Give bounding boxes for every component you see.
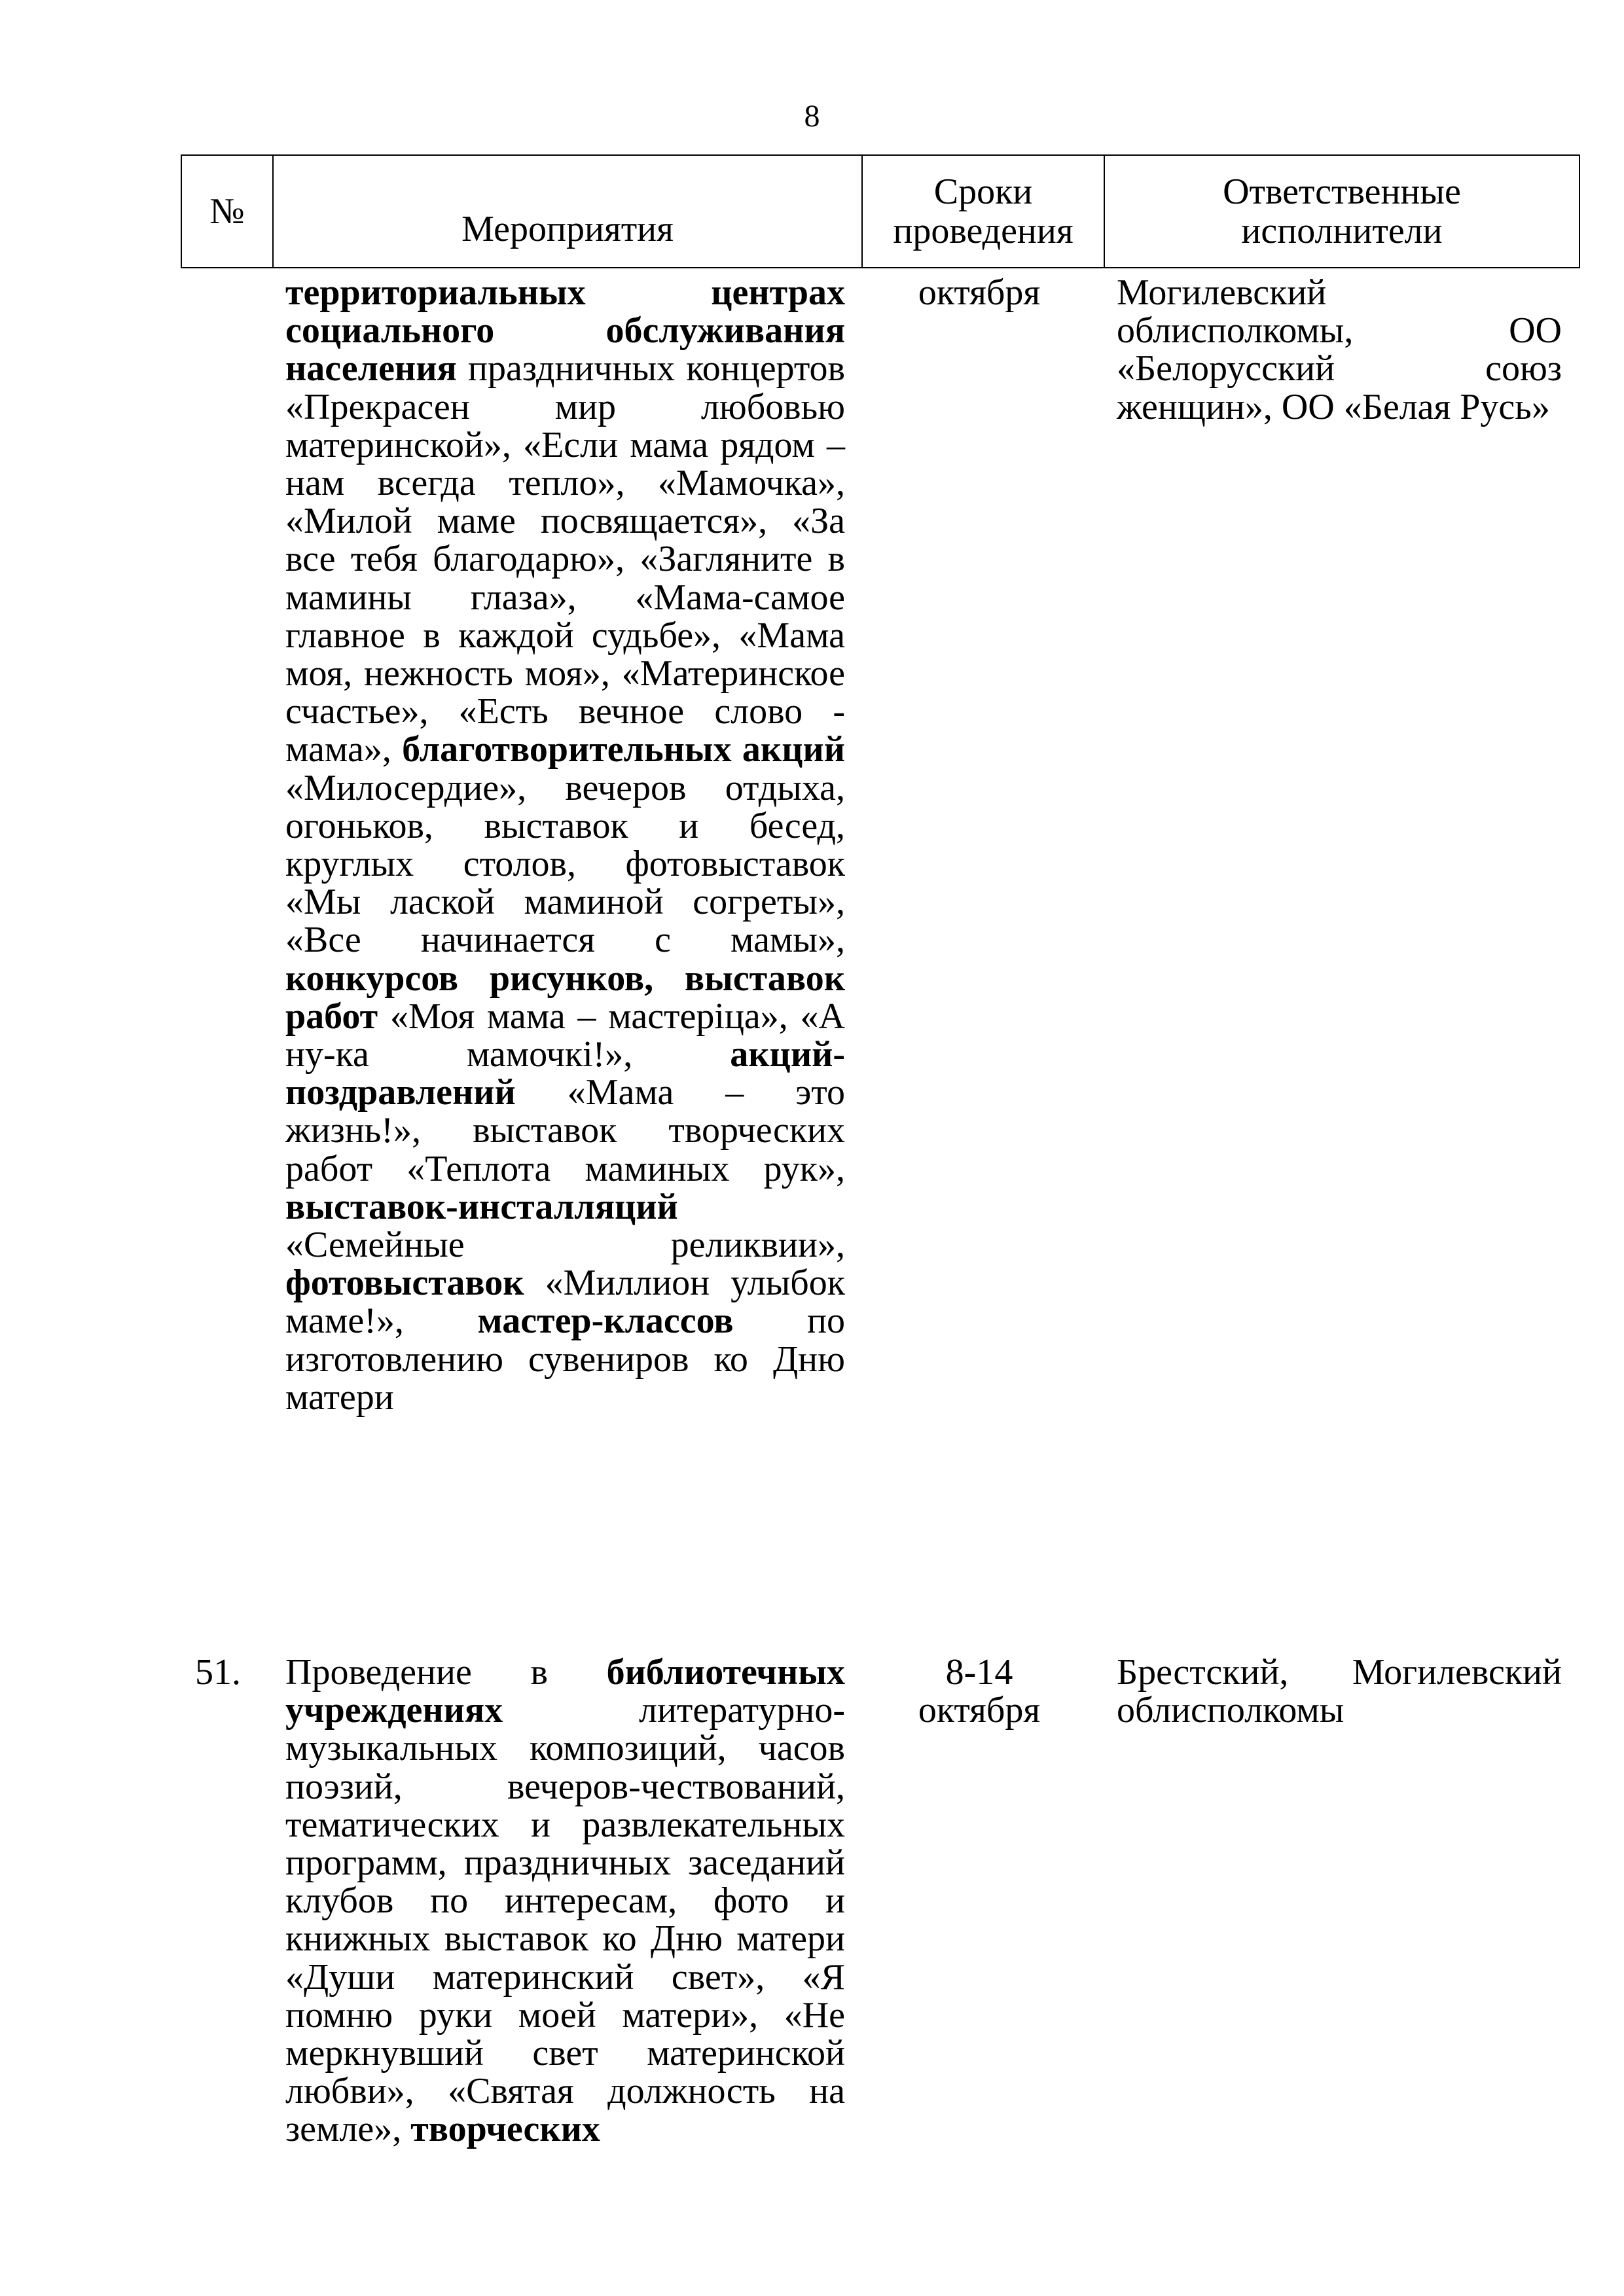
row-dates: октября bbox=[918, 272, 1041, 313]
table-header bbox=[181, 154, 1580, 268]
event-text-run: «Миллион улыбок маме!», bbox=[285, 1263, 845, 1342]
event-bold-run: выставок-инсталляций bbox=[285, 1186, 678, 1227]
row-responsible: Брестский, Могилевский облисполкомы bbox=[1117, 1652, 1562, 1731]
header-responsible-line1: Ответственные bbox=[1223, 171, 1461, 212]
event-text-run: «Семейные реликвии», bbox=[285, 1225, 845, 1266]
event-bold-run: благотворительных акций bbox=[402, 729, 845, 770]
event-text-run: литературно-музыкальных композиций, часов поэзий, вечеров-чествований, тематических и развлекательных программ, праздничных заседаний клубов по интересам, фото и книжных выставок ко Дню матери «Души материнский свет», «Я помню руки моей матери», «Не меркнувший свет материнской любви», «Святая должность на земле», bbox=[285, 1690, 845, 2150]
event-text-run: Проведение в bbox=[285, 1652, 607, 1693]
row-event-text bbox=[285, 274, 845, 1416]
event-bold-run: акций-поздравлений bbox=[285, 1034, 845, 1113]
event-text-run: по изготовлению сувениров ко Дню матери bbox=[285, 1300, 845, 1418]
event-text-run: «Милосердие», вечеров отдыха, огоньков, выставок и бесед, круглых столов, фотовыставок «Мы лаской маминой согреты», «Все начинается с мамы», bbox=[285, 767, 845, 961]
row-number: 51. bbox=[195, 1652, 241, 1693]
header-events bbox=[273, 155, 862, 268]
event-bold-run: библиотечных учреждениях bbox=[285, 1652, 845, 1731]
header-responsible-line2: исполнители bbox=[1241, 211, 1443, 251]
header-number: № bbox=[181, 155, 273, 268]
row-responsible: Могилевский облисполкомы, ОО «Белорусский союз женщин», ОО «Белая Русь» bbox=[1117, 272, 1562, 427]
header-events-label: Мероприятия bbox=[461, 209, 674, 249]
event-text-run: «Моя мама – мастеріца», «А ну-ка мамочкі!», bbox=[285, 996, 845, 1075]
page-number: 8 bbox=[804, 99, 820, 134]
event-text-run: праздничных концертов «Прекрасен мир любовью материнской», «Если мама рядом – нам всегда тепло», «Мамочка», «Милой маме посвящается», «За все тебя благодарю», «Загляните в мамины глаза», «Мама-самое главное в каждой судьбе», «Мама моя, нежность моя», «Материнское счастье», «Есть вечное слово - мама», bbox=[285, 348, 845, 770]
row-dates: 8-14 октября bbox=[918, 1652, 1041, 1731]
event-text-run: «Мама – это жизнь!», выставок творческих работ «Теплота маминых рук», bbox=[285, 1072, 845, 1189]
header-responsible bbox=[1104, 155, 1579, 268]
header-dates-line2: проведения bbox=[893, 211, 1074, 251]
header-dates-line1: Сроки bbox=[933, 171, 1033, 212]
event-bold-run: территориальных центрах социального обслуживания населения bbox=[285, 272, 845, 389]
event-bold-run: фотовыставок bbox=[285, 1263, 524, 1304]
header-dates bbox=[862, 155, 1104, 268]
event-bold-run: конкурсов рисунков, выставок работ bbox=[285, 958, 845, 1037]
event-bold-run: мастер-классов bbox=[477, 1300, 734, 1342]
event-bold-run: творческих bbox=[410, 2109, 600, 2150]
row-event-text bbox=[285, 1653, 845, 2149]
